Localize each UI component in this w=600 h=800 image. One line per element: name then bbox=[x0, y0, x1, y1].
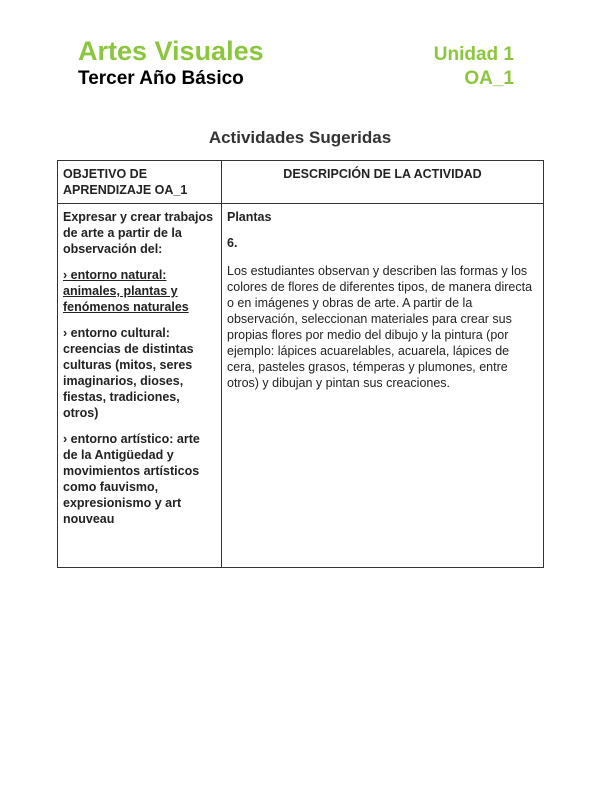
activity-cell bbox=[222, 204, 544, 568]
oa-label: OA_1 bbox=[464, 68, 514, 89]
activities-table bbox=[57, 160, 544, 568]
objective-cultural: › entorno cultural: creencias de distintas culturas (mitos, seres imaginarios, dioses, fiestas, tradiciones, otros) bbox=[63, 326, 194, 420]
objective-intro: Expresar y crear trabajos de arte a partir de la observación del: bbox=[63, 210, 214, 256]
table-row bbox=[58, 204, 544, 568]
table-header-row bbox=[58, 161, 544, 204]
activity-header: DESCRIPCIÓN DE LA ACTIVIDAD bbox=[222, 161, 544, 204]
objective-header: OBJETIVO DE APRENDIZAJE OA_1 bbox=[58, 161, 222, 204]
objective-natural: › entorno natural: animales, plantas y fenómenos naturales bbox=[63, 268, 189, 314]
unit-label: Unidad 1 bbox=[433, 44, 514, 65]
page-header bbox=[78, 36, 514, 92]
objective-cell bbox=[58, 204, 222, 568]
activity-description: Los estudiantes observan y describen las formas y los colores de flores de diferentes tipos, de manera directa o en imágenes y obras de arte. A partir de la observación, seleccionan materiales para crear sus propias flores por medio del dibujo y la pintura (por ejemplo: lápices acuarelables, acuarela, lápices de cera, pasteles grasos, témperas y plumones, entre otros) y dibujan y pintan sus creaciones. bbox=[227, 264, 533, 390]
activity-number: 6. bbox=[227, 236, 238, 250]
activity-title: Plantas bbox=[227, 210, 272, 224]
objective-artistic: › entorno artístico: arte de la Antigüedad y movimientos artísticos como fauvismo, expresionismo y art nouveau bbox=[63, 432, 200, 526]
subject-title: Artes Visuales bbox=[78, 36, 264, 66]
grade-title: Tercer Año Básico bbox=[78, 68, 244, 89]
section-title: Actividades Sugeridas bbox=[208, 128, 392, 147]
